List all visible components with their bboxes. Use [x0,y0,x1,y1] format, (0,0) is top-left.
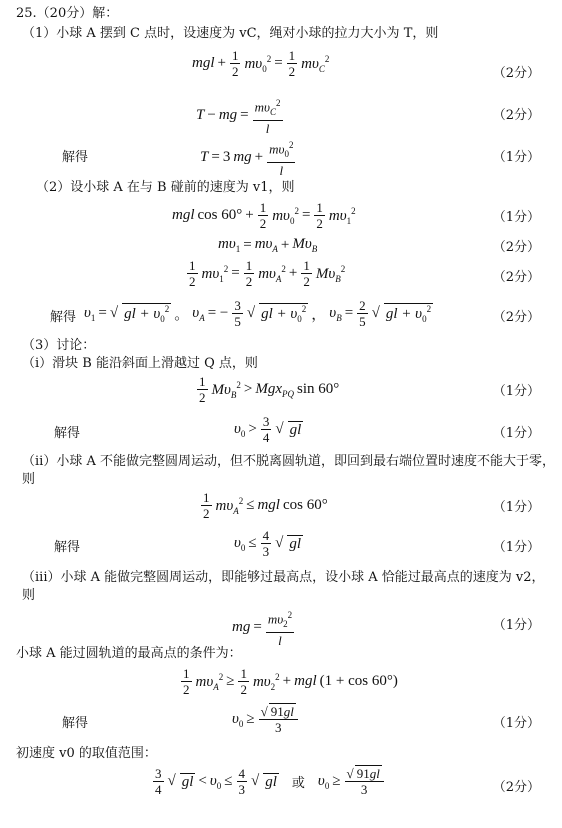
points-label: （2分） [492,310,540,325]
case-iii-intro: （iii）小球 A 能做完整圆周运动，即能够过最高点，设小球 A 恰能过最高点的速度为 v2， [22,570,545,585]
points-label: （2分） [492,270,540,285]
part2-intro: （2）设小球 A 在与 B 碰前的速度为 v1，则 [36,180,295,195]
points-label: （1分） [492,426,540,441]
equation-case-ii-result: $\upsilon_0$ ≤ $\frac{4}{3}$ √ gl [234,528,302,559]
points-label: （1分） [492,150,540,165]
points-label: （1分） [492,210,540,225]
solve-label: 解得 [62,150,89,165]
equation-velocities-result: $\upsilon_1$ = √ gl + $\upsilon_0^2$ 。 $\upsilon_A$ = − $\frac{3}{5}$ √ gl + $\upsilon_0^2$ ， $\upsilon_B$ = $\frac{2}{5}$ √ gl + $\upsilon_0^2$ [84,298,432,329]
points-label: （2分） [492,66,540,81]
points-label: （1分） [492,384,540,399]
case-ii-intro-cont: 则 [22,472,36,487]
points-label: （1分） [492,618,540,633]
equation-case-iii: mg = $\frac{m\upsilon_2^2}{l}$ [232,610,293,648]
part3-intro: （3）讨论： [22,338,96,353]
solve-label: 解得 [54,426,81,441]
equation-tension: T − mg = $\frac{m\upsilon_C^2}{l}$ [196,98,281,136]
case-i-intro: （i）滑块 B 能沿斜面上滑越过 Q 点，则 [22,356,258,371]
range-or-label: 或 [291,775,305,790]
equation-collision-energy: $\frac{1}{2}$ $m\upsilon_1^2$ = $\frac{1}{2}$ $m\upsilon_A^2$ + $\frac{1}{2}$ $M\upsilon_B^2$ [189,258,346,289]
part1-intro: （1）小球 A 摆到 C 点时，设速度为 vC，绳对小球的拉力大小为 T，则 [22,26,439,41]
case-ii-intro: （ii）小球 A 不能做完整圆周运动，但不脱离圆轨道，即回到最右端位置时速度不能大于零， [22,454,555,469]
points-label: （1分） [492,500,540,515]
points-label: （1分） [492,716,540,731]
points-label: （1分） [492,540,540,555]
equation-case-i-result: $\upsilon_0$ > $\frac{3}{4}$ √ gl [234,414,302,445]
solve-label: 解得 [54,540,81,555]
equation-energy-v1: mgl cos 60° + $\frac{1}{2}$ $m\upsilon_0^2$ = $\frac{1}{2}$ $m\upsilon_1^2$ [172,200,356,231]
equation-energy-c: mgl + $\frac{1}{2}$ $m\upsilon_0^2$ = $\frac{1}{2}$ $m\upsilon_C^2$ [192,48,330,79]
equation-case-i: $\frac{1}{2}$ $M\upsilon_B^2$ > Mgx$_{PQ}$ sin 60° [199,374,340,405]
equation-momentum: $m\upsilon_1$ = $m\upsilon_A$ + $M\upsilon_B$ [218,236,318,254]
equation-case-ii: $\frac{1}{2}$ $m\upsilon_A^2$ ≤ mgl cos 60° [203,490,328,521]
points-label: （2分） [492,108,540,123]
equation-top-condition: $\frac{1}{2}$ $m\upsilon_A^2$ ≥ $\frac{1}{2}$ $m\upsilon_2^2$ + mgl (1 + cos 60°) [183,666,398,697]
condition-intro: 小球 A 能过圆轨道的最高点的条件为： [16,646,242,661]
points-label: （2分） [492,780,540,795]
solve-label: 解得 [62,716,89,731]
points-label: （2分） [492,240,540,255]
equation-case-iii-result: $\upsilon_0$ ≥ $\frac{√ 91gl}{3}$ [232,704,299,735]
problem-header: 25.（20分）解： [16,6,119,21]
solve-label: 解得 [50,310,77,325]
range-intro: 初速度 v0 的取值范围： [16,746,157,761]
case-iii-intro-cont: 则 [22,588,36,603]
equation-tension-result: T = 3 mg + $\frac{m\upsilon_0^2}{l}$ [200,140,294,178]
equation-range: $\frac{3}{4}$ √ gl < $\upsilon_0$ ≤ $\frac{4}{3}$ √ gl 或 $\upsilon_0$ ≥ $\frac{√ 91gl}{3}$ [152,766,385,797]
